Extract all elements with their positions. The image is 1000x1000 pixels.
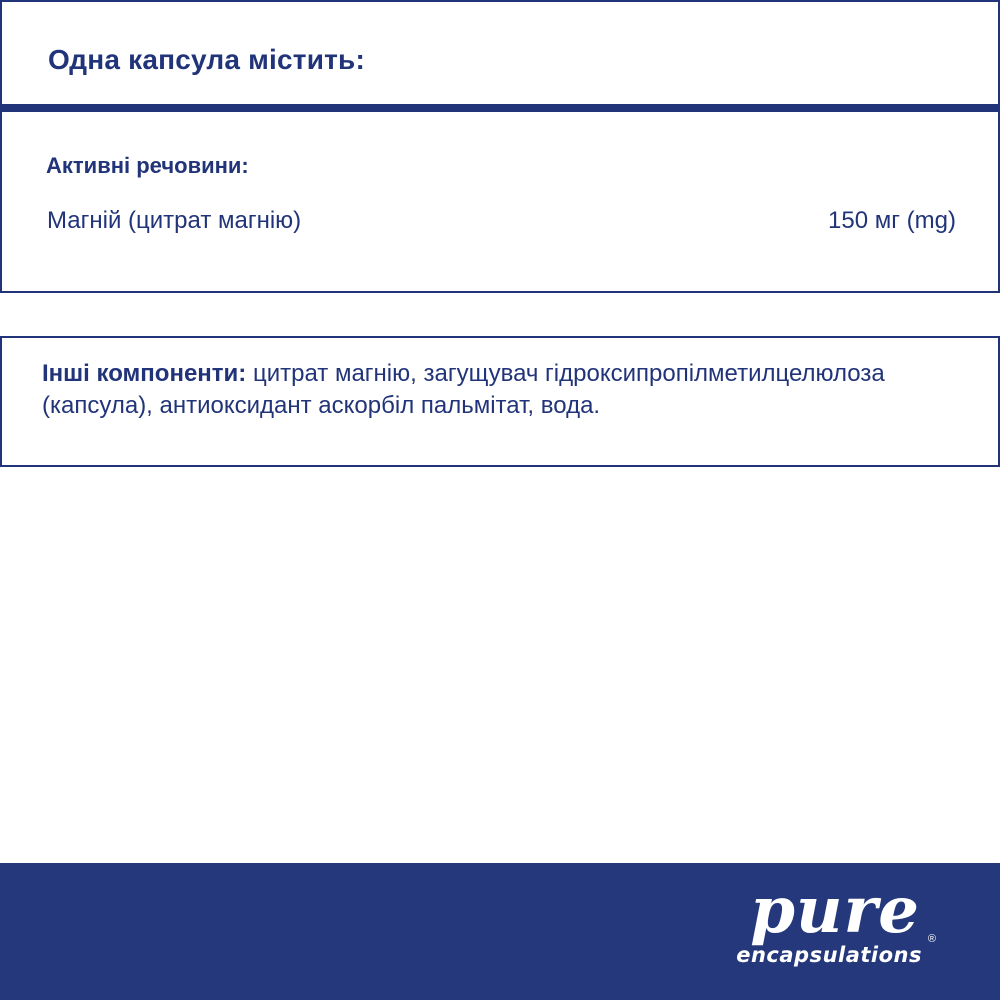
other-ingredients-label: Інші компоненти: — [42, 360, 247, 387]
capsule-contents-panel — [0, 0, 1000, 293]
active-ingredients-heading: Активні речовини: — [46, 153, 249, 178]
ingredient-amount: 150 мг (mg) — [828, 207, 956, 234]
brand-logo-main: pure — [750, 873, 920, 948]
registered-mark-icon: ® — [927, 933, 936, 945]
other-ingredients-list: цитрат магнію, загущувач гідроксипропілметилцелюлоза (капсула), антиоксидант аскорбіл пальмітат, вода. — [42, 360, 885, 419]
panel-header — [2, 2, 998, 112]
brand-logo — [690, 873, 940, 981]
other-ingredients-text — [42, 358, 942, 422]
ingredient-name: Магній (цитрат магнію) — [47, 207, 302, 234]
page-title: Одна капсула містить: — [48, 44, 365, 75]
other-ingredients-panel — [0, 336, 1000, 467]
brand-footer — [0, 863, 1000, 1000]
brand-logo-sub: encapsulations — [736, 943, 922, 967]
